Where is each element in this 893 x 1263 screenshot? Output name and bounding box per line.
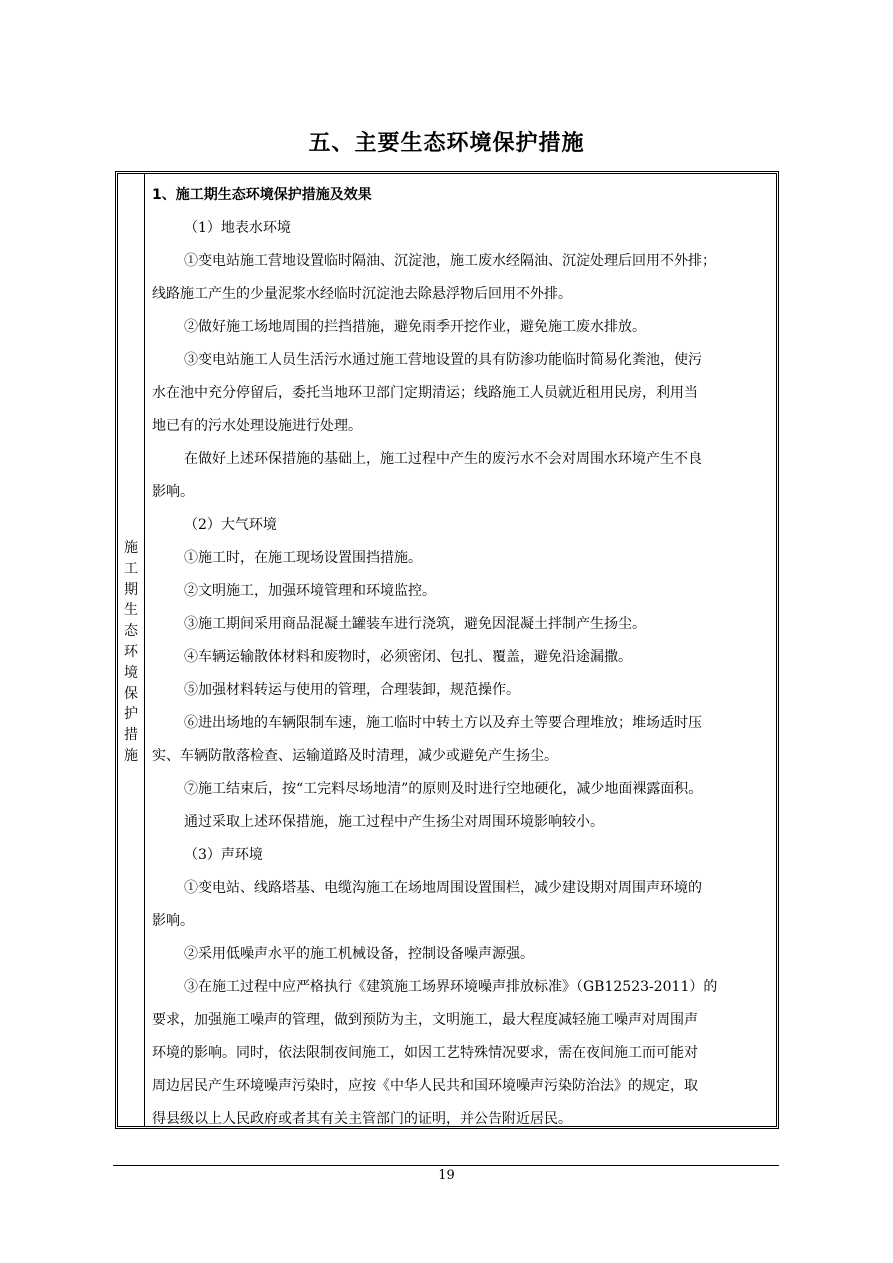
paragraph-line: 水在池中充分停留后，委托当地环卫部门定期清运；线路施工人员就近租用民房，利用当: [152, 385, 698, 401]
paragraph-line: 环境的影响。同时，依法限制夜间施工，如因工艺特殊情况要求，需在夜间施工而可能对: [152, 1045, 698, 1061]
measures-content: [152, 181, 772, 1138]
paragraph-line: ③施工期间采用商品混凝土罐装车进行浇筑，避免因混凝土拌制产生扬尘。: [184, 616, 646, 632]
section-heading: 1、施工期生态环境保护措施及效果: [152, 187, 372, 203]
paragraph-line: 影响。: [152, 913, 194, 929]
paragraph-line: ③变电站施工人员生活污水通过施工营地设置的具有防渗功能临时简易化粪池，使污: [184, 352, 702, 368]
side-label-char: 保: [124, 685, 138, 702]
side-label-char: 工: [124, 560, 138, 577]
side-column-label: [118, 538, 144, 767]
paragraph-line: ④车辆运输散体材料和废物时，必须密闭、包扎、覆盖，避免沿途漏撒。: [184, 649, 632, 665]
paragraph-line: 通过采取上述环保措施，施工过程中产生扬尘对周围环境影响较小。: [184, 814, 604, 830]
paragraph-line: 地已有的污水处理设施进行处理。: [152, 418, 362, 434]
side-label-char: 措: [124, 727, 138, 744]
paragraph-line: （1）地表水环境: [184, 220, 291, 236]
footer-rule: [113, 1165, 779, 1166]
paragraph-line: ①变电站、线路塔基、电缆沟施工在场地周围设置围栏，减少建设期对周围声环境的: [184, 880, 702, 896]
side-label-char: 境: [124, 664, 138, 681]
side-label-char: 期: [124, 581, 138, 598]
paragraph-line: （2）大气环境: [184, 517, 277, 533]
paragraph-line: ①变电站施工营地设置临时隔油、沉淀池，施工废水经隔油、沉淀处理后回用不外排；: [184, 253, 716, 269]
side-label-char: 环: [124, 643, 138, 660]
page-title: 五、主要生态环境保护措施: [308, 131, 585, 156]
paragraph-line: ③在施工过程中应严格执行《建筑施工场界环境噪声排放标准》（GB12523-2011）的: [184, 979, 718, 995]
side-label-char: 态: [124, 623, 138, 640]
paragraph-line: 在做好上述环保措施的基础上，施工过程中产生的废污水不会对周围水环境产生不良: [184, 451, 702, 467]
paragraph-line: ②做好施工场地周围的拦挡措施，避免雨季开挖作业，避免施工废水排放。: [184, 319, 646, 335]
side-label-char: 生: [124, 602, 138, 619]
side-label-char: 护: [124, 706, 138, 723]
paragraph-line: ②采用低噪声水平的施工机械设备，控制设备噪声源强。: [184, 946, 534, 962]
side-label-char: 施: [124, 540, 138, 556]
paragraph-line: 实、车辆防散落检查、运输道路及时清理，减少或避免产生扬尘。: [152, 748, 558, 764]
paragraph-line: ⑥进出场地的车辆限制车速，施工临时中转土方以及弃土等要合理堆放；堆场适时压: [184, 715, 702, 731]
paragraph-line: ②文明施工，加强环境管理和环境监控。: [184, 583, 436, 599]
paragraph-line: 得县级以上人民政府或者其有关主管部门的证明，并公告附近居民。: [152, 1111, 572, 1127]
column-divider: [144, 173, 145, 1127]
paragraph-line: 要求，加强施工噪声的管理，做到预防为主，文明施工，最大程度减轻施工噪声对周围声: [152, 1012, 698, 1028]
paragraph-line: ⑦施工结束后，按“工完料尽场地清”的原则及时进行空地硬化，减少地面裸露面积。: [184, 781, 703, 797]
page-number: 19: [438, 1168, 455, 1183]
paragraph-line: 影响。: [152, 484, 194, 500]
paragraph-line: 线路施工产生的少量泥浆水经临时沉淀池去除悬浮物后回用不外排。: [152, 286, 572, 302]
paragraph-line: ⑤加强材料转运与使用的管理，合理装卸，规范操作。: [184, 682, 520, 698]
paragraph-line: （3）声环境: [184, 847, 263, 863]
paragraph-line: 周边居民产生环境噪声污染时，应按《中华人民共和国环境噪声污染防治法》的规定，取: [152, 1078, 698, 1094]
paragraph-line: ①施工时，在施工现场设置围挡措施。: [184, 550, 422, 566]
side-label-char: 施: [124, 747, 138, 764]
